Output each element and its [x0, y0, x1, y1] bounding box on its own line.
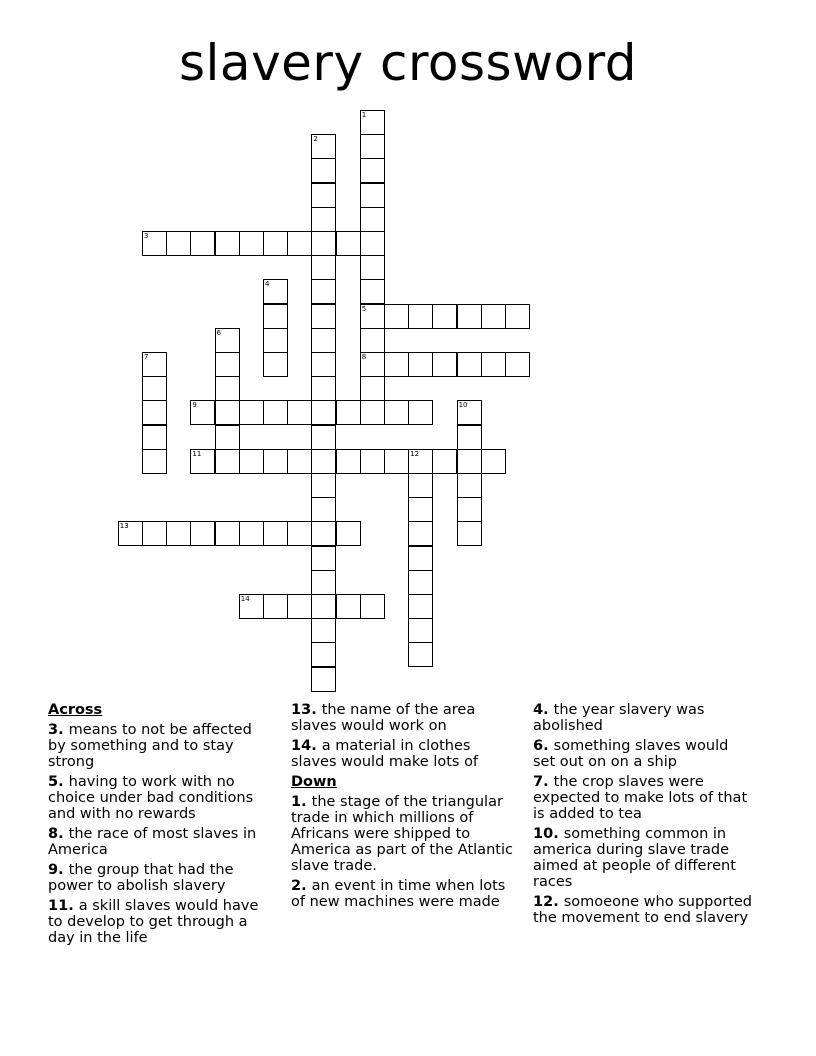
- grid-cell[interactable]: [457, 449, 482, 474]
- grid-cell[interactable]: [408, 400, 433, 425]
- grid-cell[interactable]: [311, 352, 336, 377]
- grid-cell[interactable]: [287, 449, 312, 474]
- grid-cell[interactable]: [311, 279, 336, 304]
- grid-cell[interactable]: [505, 304, 530, 329]
- grid-cell[interactable]: [311, 304, 336, 329]
- down-clues-continued: [533, 702, 755, 926]
- down-clue: 2. an event in time when lots of new machines were made: [291, 878, 506, 910]
- clue-number-label: 9: [48, 862, 59, 878]
- grid-cell[interactable]: [215, 400, 240, 425]
- clue-number: 11: [192, 449, 202, 458]
- grid-cell[interactable]: [166, 521, 191, 546]
- clue-number-label: 14: [291, 738, 312, 754]
- grid-cell[interactable]: [408, 594, 433, 619]
- grid-cell[interactable]: [360, 158, 385, 183]
- grid-cell[interactable]: [457, 425, 482, 450]
- clue-number-label: 8: [48, 826, 59, 842]
- grid-cell[interactable]: [190, 521, 215, 546]
- across-heading: Across: [48, 702, 103, 718]
- grid-cell[interactable]: [432, 304, 457, 329]
- clue-text: an event in time when lots of new machines were made: [291, 878, 506, 910]
- down-clues: [291, 794, 513, 910]
- grid-cell[interactable]: [457, 304, 482, 329]
- clue-number-label: 12: [533, 894, 554, 910]
- clue-number: 8: [361, 353, 367, 361]
- grid-cell[interactable]: [360, 183, 385, 208]
- clue-number: 6: [216, 328, 222, 337]
- grid-cell[interactable]: [311, 328, 336, 353]
- clue-number-label: 1: [291, 794, 302, 810]
- grid-cell[interactable]: [408, 618, 433, 643]
- page-title: slavery crossword: [178, 34, 637, 92]
- grid-cell[interactable]: [311, 618, 336, 643]
- clue-column-2: [291, 702, 513, 914]
- across-clue: 14. a material in clothes slaves would make lots of: [291, 738, 479, 770]
- down-heading: Down: [291, 774, 337, 790]
- grid-cell[interactable]: [408, 570, 433, 595]
- grid-cell[interactable]: [432, 449, 457, 474]
- clue-number-label: 7: [533, 774, 544, 790]
- grid-cell[interactable]: [360, 400, 385, 425]
- across-clues: [48, 722, 270, 946]
- clue-column-3: [533, 702, 755, 930]
- grid-cell[interactable]: [287, 231, 312, 256]
- grid-cell[interactable]: [215, 231, 240, 256]
- grid-cell[interactable]: [239, 231, 264, 256]
- down-clue: 4. the year slavery was abolished: [533, 702, 705, 734]
- grid-cell[interactable]: [481, 449, 506, 474]
- grid-cell[interactable]: [457, 352, 482, 377]
- grid-cell[interactable]: [311, 183, 336, 208]
- grid-cell[interactable]: [215, 376, 240, 401]
- grid-cell[interactable]: [142, 449, 167, 474]
- down-clue: 12. somoeone who supported the movement to end slavery: [533, 894, 753, 926]
- grid-cell[interactable]: [384, 449, 409, 474]
- across-clue: 5. having to work with no choice under bad conditions and with no rewards: [48, 774, 254, 822]
- clue-number: 12: [410, 449, 420, 458]
- grid-cell[interactable]: [408, 352, 433, 377]
- clue-number: 1: [361, 111, 367, 119]
- grid-cell[interactable]: [287, 521, 312, 546]
- clue-number-label: 3: [48, 722, 59, 738]
- grid-cell[interactable]: [432, 352, 457, 377]
- grid-cell[interactable]: [311, 376, 336, 401]
- clue-text: the year slavery was abolished: [533, 702, 705, 734]
- grid-cell[interactable]: [287, 400, 312, 425]
- down-clue: 10. something common in america during slave trade aimed at people of different races: [533, 826, 736, 890]
- grid-cell[interactable]: [457, 521, 482, 546]
- grid-cell[interactable]: [311, 473, 336, 498]
- grid-cell[interactable]: [360, 449, 385, 474]
- across-clue: 3. means to not be affected by something and to stay strong: [48, 722, 252, 770]
- grid-cell[interactable]: [360, 279, 385, 304]
- grid-cell[interactable]: [360, 207, 385, 232]
- grid-cell[interactable]: [336, 231, 361, 256]
- clue-number: 13: [119, 522, 129, 531]
- clue-text: the group that had the power to abolish slavery: [48, 862, 234, 894]
- grid-cell[interactable]: [360, 594, 385, 619]
- grid-cell[interactable]: [311, 594, 336, 619]
- grid-cell[interactable]: [311, 231, 336, 256]
- clue-text: something slaves would set out on on a ship: [533, 738, 729, 770]
- grid-cell[interactable]: [384, 352, 409, 377]
- grid-cell[interactable]: [336, 400, 361, 425]
- clue-text: somoeone who supported the movement to end slavery: [533, 894, 753, 926]
- grid-cell[interactable]: [384, 304, 409, 329]
- grid-cell[interactable]: [142, 521, 167, 546]
- grid-cell[interactable]: [457, 497, 482, 522]
- clue-number: 9: [192, 401, 197, 410]
- grid-cell[interactable]: [142, 425, 167, 450]
- clue-number: 2: [313, 135, 318, 144]
- grid-cell[interactable]: [311, 255, 336, 280]
- grid-cell[interactable]: [360, 255, 385, 280]
- grid-cell[interactable]: [263, 521, 288, 546]
- clue-text: the stage of the triangular trade in which millions of Africans were shipped to America as part of the Atlantic slave trade.: [291, 794, 513, 874]
- grid-cell[interactable]: [215, 352, 240, 377]
- grid-cell[interactable]: [263, 594, 288, 619]
- grid-cell[interactable]: [263, 231, 288, 256]
- clue-text: the crop slaves were expected to make lots of that is added to tea: [533, 774, 748, 822]
- grid-cell[interactable]: [311, 497, 336, 522]
- grid-cell[interactable]: [239, 400, 264, 425]
- grid-cell[interactable]: [311, 425, 336, 450]
- grid-cell[interactable]: [142, 400, 167, 425]
- grid-cell[interactable]: [408, 546, 433, 571]
- clue-text: the name of the area slaves would work on: [291, 702, 476, 734]
- grid-cell[interactable]: [505, 352, 530, 377]
- clue-text: a material in clothes slaves would make lots of: [291, 738, 479, 770]
- grid-cell[interactable]: [311, 449, 336, 474]
- grid-cell[interactable]: [190, 231, 215, 256]
- grid-cell[interactable]: [215, 521, 240, 546]
- clue-text: having to work with no choice under bad conditions and with no rewards: [48, 774, 254, 822]
- down-clue: 6. something slaves would set out on on a ship: [533, 738, 729, 770]
- clue-text: a skill slaves would have to develop to get through a day in the life: [48, 898, 259, 946]
- down-clue: 1. the stage of the triangular trade in which millions of Africans were shipped to America as part of the Atlantic slave trade.: [291, 794, 513, 874]
- grid-cell[interactable]: [239, 449, 264, 474]
- clue-number: 4: [265, 280, 270, 289]
- across-clue: 8. the race of most slaves in America: [48, 826, 257, 858]
- grid-cell[interactable]: [457, 473, 482, 498]
- grid-cell[interactable]: [311, 642, 336, 667]
- clue-number-label: 10: [533, 826, 554, 842]
- grid-cell[interactable]: [336, 594, 361, 619]
- grid-cell[interactable]: [408, 497, 433, 522]
- clue-number-label: 4: [533, 702, 544, 718]
- grid-cell[interactable]: [336, 449, 361, 474]
- grid-cell[interactable]: [287, 594, 312, 619]
- grid-cell[interactable]: [239, 521, 264, 546]
- grid-cell[interactable]: [408, 642, 433, 667]
- grid-cell[interactable]: [311, 667, 336, 692]
- grid-cell[interactable]: [311, 546, 336, 571]
- grid-cell[interactable]: [408, 304, 433, 329]
- clue-number: 10: [458, 401, 468, 410]
- clue-text: the race of most slaves in America: [48, 826, 257, 858]
- grid-cell[interactable]: [263, 328, 288, 353]
- clue-number: 5: [361, 304, 367, 313]
- clue-column-1: [48, 702, 270, 950]
- across-clue: 11. a skill slaves would have to develop to get through a day in the life: [48, 898, 259, 946]
- clue-number-label: 13: [291, 702, 312, 718]
- grid-cell[interactable]: [360, 376, 385, 401]
- clue-number-label: 6: [533, 738, 544, 754]
- clue-number: 14: [240, 595, 250, 603]
- clue-number-label: 2: [291, 878, 302, 894]
- grid-cell[interactable]: [311, 400, 336, 425]
- across-clue: 9. the group that had the power to abolish slavery: [48, 862, 234, 894]
- clue-text: something common in america during slave trade aimed at people of different races: [533, 826, 736, 890]
- grid-cell[interactable]: [263, 400, 288, 425]
- clue-number-label: 11: [48, 898, 69, 914]
- grid-cell[interactable]: [215, 449, 240, 474]
- grid-cell[interactable]: [311, 570, 336, 595]
- clue-number-label: 5: [48, 774, 59, 790]
- across-clues-continued: [291, 702, 513, 770]
- grid-cell[interactable]: [263, 449, 288, 474]
- grid-cell[interactable]: [360, 134, 385, 159]
- grid-cell[interactable]: [336, 521, 361, 546]
- clue-text: means to not be affected by something and to stay strong: [48, 722, 252, 770]
- grid-cell[interactable]: [408, 473, 433, 498]
- clue-number: 7: [144, 353, 149, 361]
- grid-cell[interactable]: [142, 376, 167, 401]
- grid-cell[interactable]: [481, 304, 506, 329]
- grid-cell[interactable]: [263, 352, 288, 377]
- grid-cell[interactable]: [311, 521, 336, 546]
- clue-number: 3: [144, 232, 149, 240]
- grid-cell[interactable]: [263, 304, 288, 329]
- grid-cell[interactable]: [311, 207, 336, 232]
- grid-cell[interactable]: [360, 231, 385, 256]
- grid-cell[interactable]: [360, 328, 385, 353]
- grid-cell[interactable]: [408, 521, 433, 546]
- grid-cell[interactable]: [384, 400, 409, 425]
- down-clue: 7. the crop slaves were expected to make lots of that is added to tea: [533, 774, 748, 822]
- grid-cell[interactable]: [481, 352, 506, 377]
- grid-cell[interactable]: [311, 158, 336, 183]
- grid-cell[interactable]: [215, 425, 240, 450]
- grid-cell[interactable]: [166, 231, 191, 256]
- across-clue: 13. the name of the area slaves would work on: [291, 702, 476, 734]
